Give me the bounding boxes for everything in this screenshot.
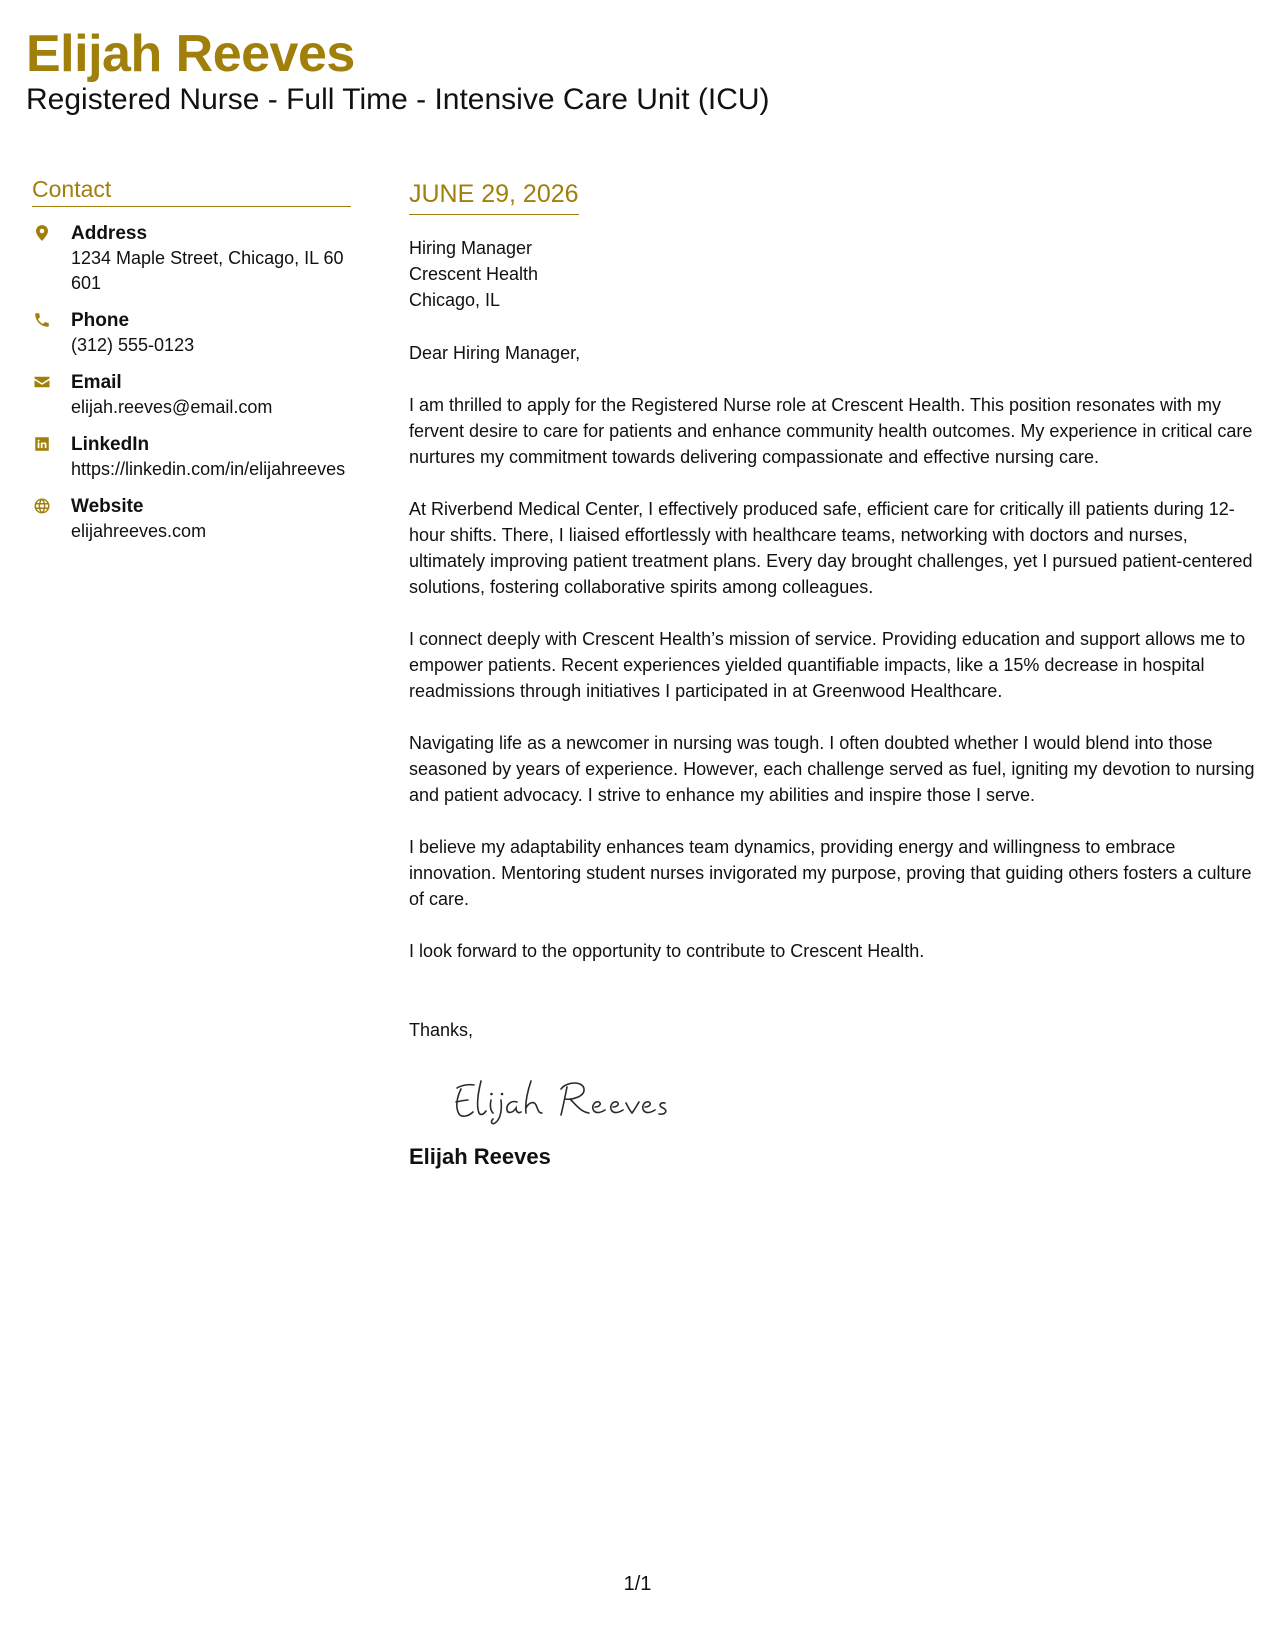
body-paragraph: At Riverbend Medical Center, I effectively produced safe, efficient care for critically ill patients during 12-hour shifts. There, I liaised effortlessly with healthcare teams, networking with doctors and nurses, ultimately improving patient treatment plans. Every day brought challenges, yet I pursued patient-centered solutions, fostering collaborative spirits among colleagues. [409,499,1253,597]
recipient-line: Crescent Health [409,264,539,284]
letter-date: JUNE 29, 2026 [409,180,579,208]
recipient-line: Chicago, IL [409,290,501,310]
contact-label: Website [71,496,144,517]
signer-name: Elijah Reeves [409,1144,551,1169]
date-block [409,178,579,215]
body-paragraph: I believe my adaptability enhances team dynamics, providing energy and willingness to embrace innovation. Mentoring student nurses invigorated my purpose, proving that guiding others fosters a culture of care. [409,837,1252,909]
contact-label: LinkedIn [71,434,150,455]
contact-linkedin [32,432,351,482]
map-pin-icon [32,221,71,245]
contact-heading: Contact [32,174,351,207]
closing: Thanks, [409,1020,474,1040]
body-paragraph: I am thrilled to apply for the Registered Nurse role at Crescent Health. This position resonates with my fervent desire to care for patients and enhance community health outcomes. My experience in critical care nurtures my commitment towards delivering compassionate and effective nursing care. [409,395,1253,467]
contact-label: Address [71,223,148,244]
contact-label: Phone [71,310,130,331]
linkedin-link[interactable]: https://linkedin.com/in/elijahreeves [71,459,346,479]
envelope-icon [32,370,71,394]
body-paragraph: I connect deeply with Crescent Health’s mission of service. Providing education and support allows me to empower patients. Recent experiences yielded quantifiable impacts, like a 15% decrease in hospital readmissions through initiatives I participated in at Greenwood Healthcare. [409,629,1246,701]
contact-label: Email [71,372,122,393]
page-number: 1/1 [623,1573,652,1595]
email-link[interactable]: elijah.reeves@email.com [71,397,273,417]
contact-website [32,494,351,544]
contact-address [32,221,351,296]
body-paragraph: I look forward to the opportunity to contribute to Crescent Health. [409,941,925,961]
address-value: 1234 Maple Street, Chicago, IL 60601 [71,248,344,293]
recipient-line: Hiring Manager [409,238,533,258]
handwritten-signature [443,1067,1259,1127]
phone-icon [32,308,71,332]
globe-icon [32,494,71,518]
phone-value: (312) 555-0123 [71,335,195,355]
contact-email [32,370,351,420]
job-title: Registered Nurse - Full Time - Intensive Care Unit (ICU) [26,83,770,116]
recipient-block [409,235,1259,313]
contact-phone [32,308,351,358]
body-paragraph: Navigating life as a newcomer in nursing was tough. I often doubted whether I would blend into those seasoned by years of experience. However, each challenge served as fuel, igniting my devotion to nursing and patient advocacy. I strive to enhance my abilities and inspire those I serve. [409,733,1255,805]
applicant-name: Elijah Reeves [26,25,355,83]
website-link[interactable]: elijahreeves.com [71,521,207,541]
resume-header [26,22,770,118]
contact-sidebar [32,174,351,556]
cover-letter [409,178,1259,1171]
linkedin-icon [32,432,71,456]
salutation: Dear Hiring Manager, [409,343,581,363]
